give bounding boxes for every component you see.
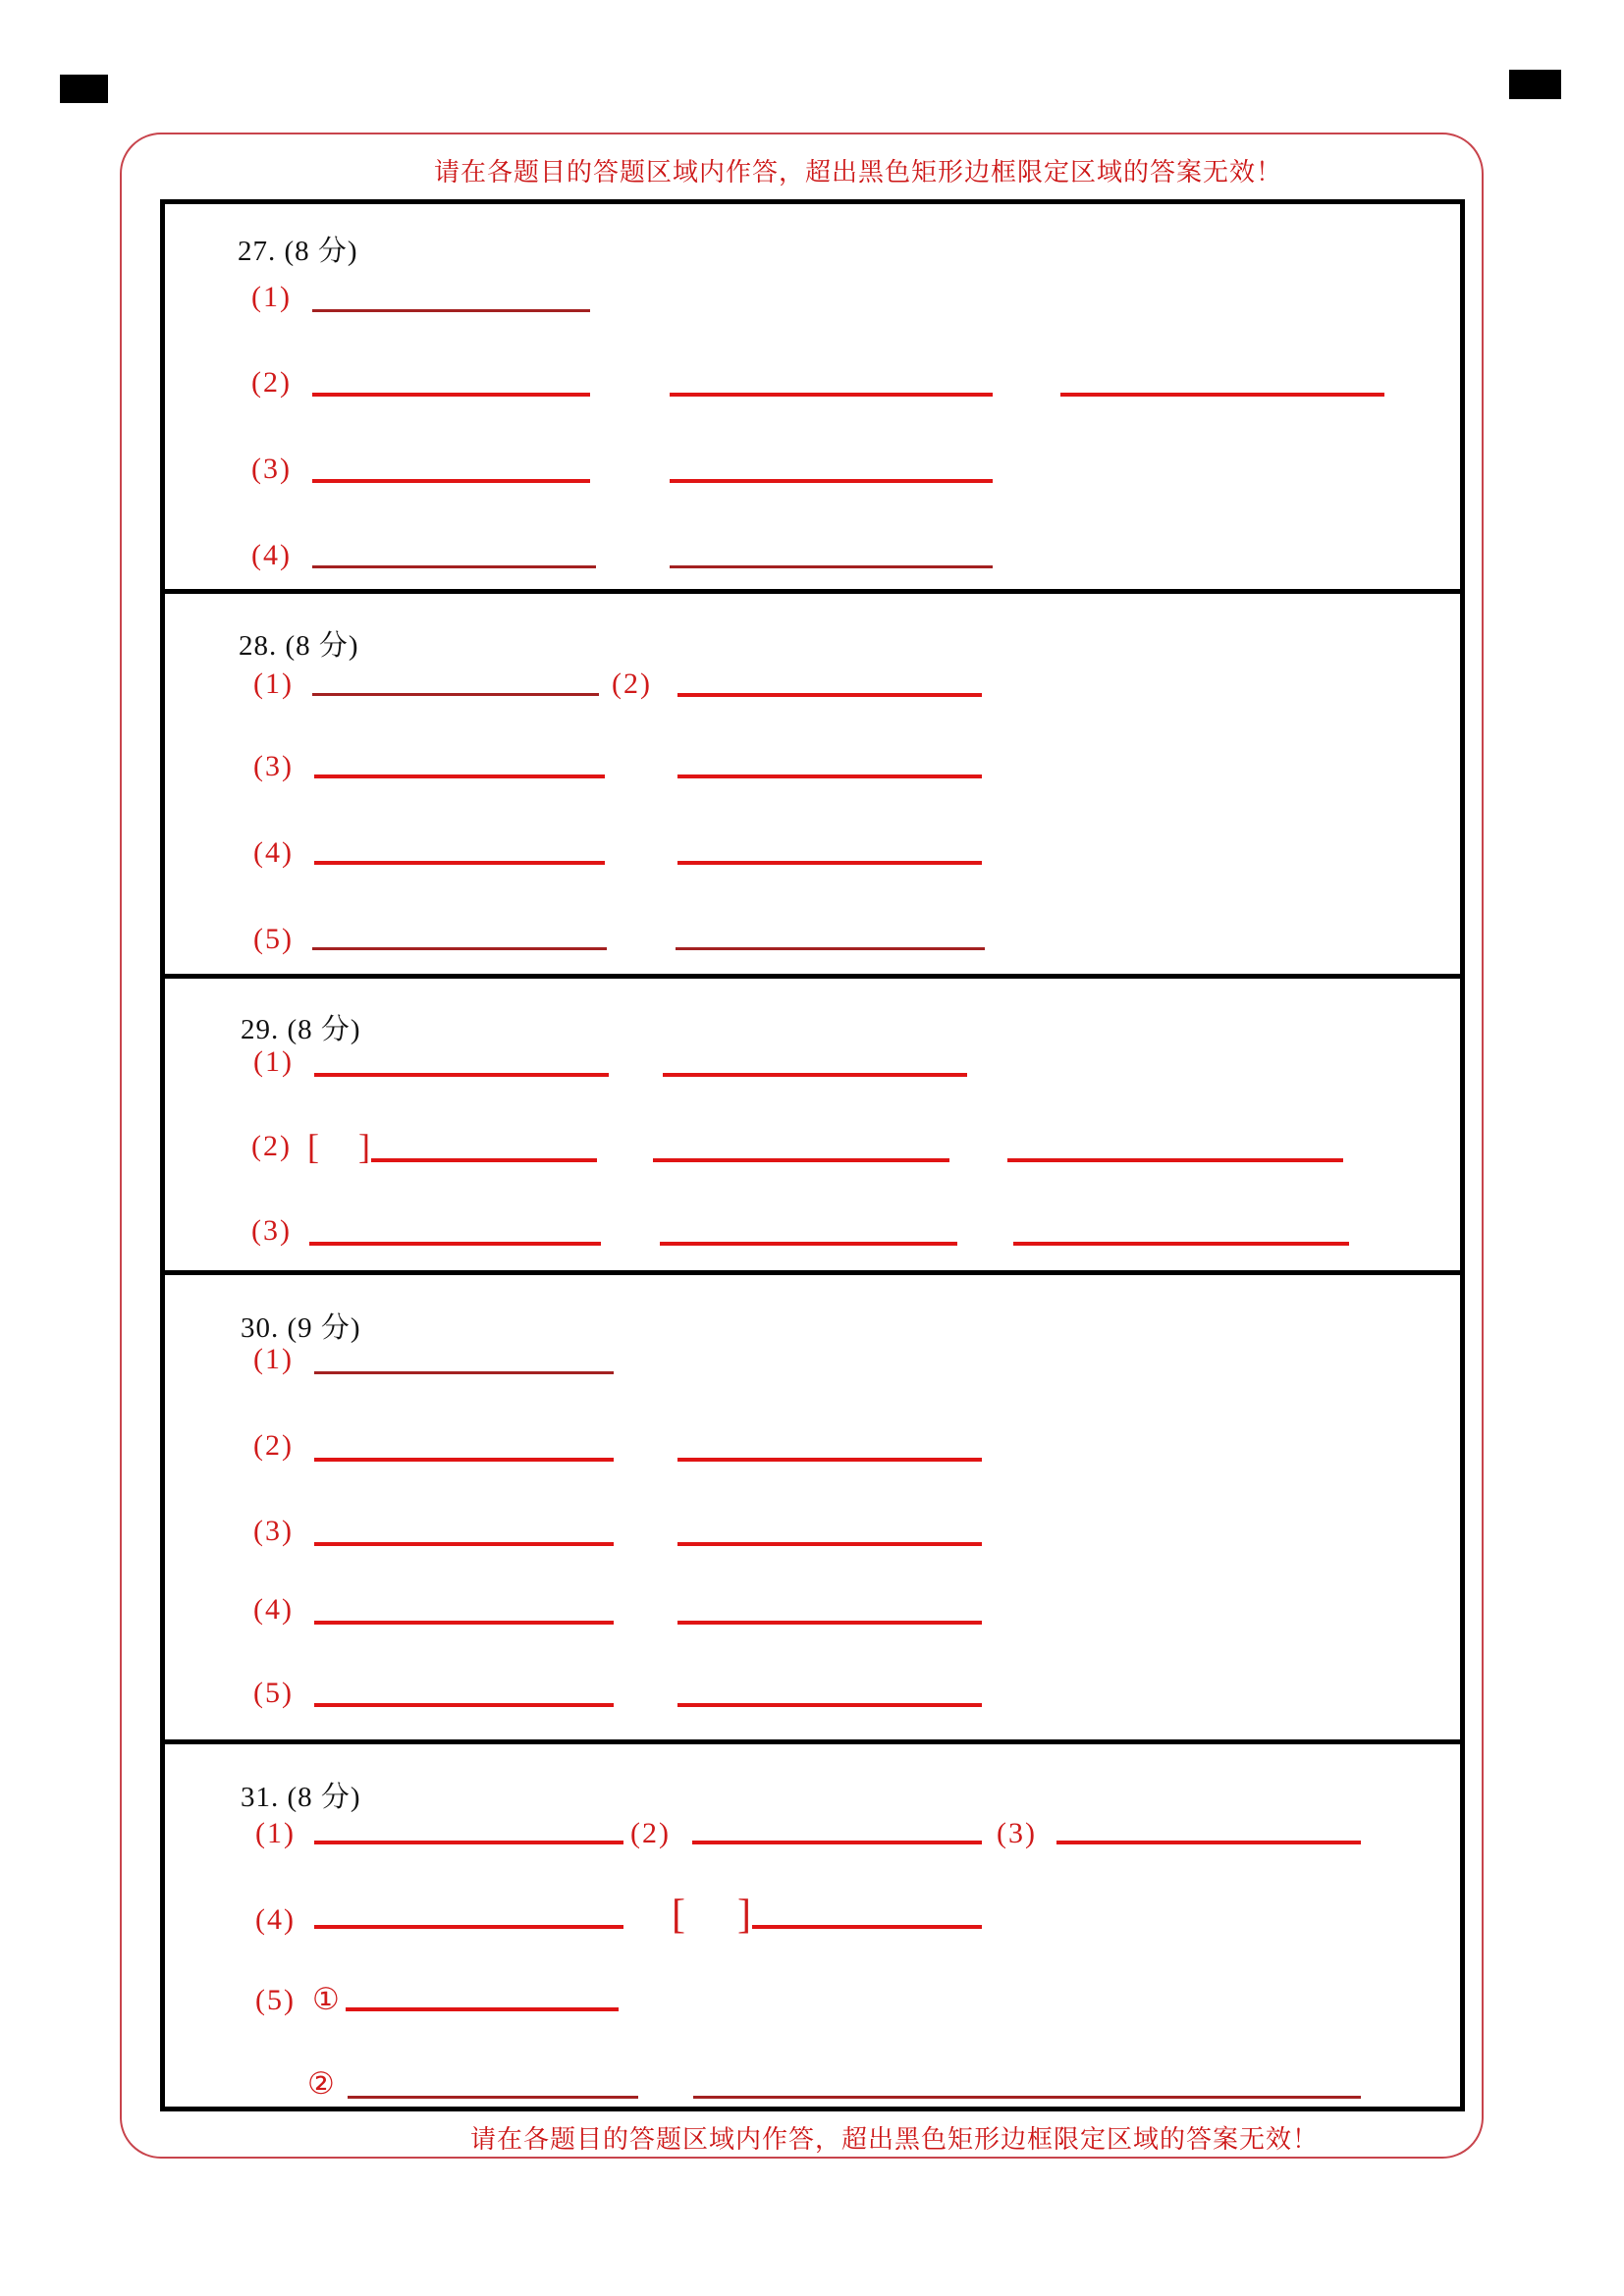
answer-blank-line bbox=[693, 2096, 1361, 2099]
answer-blank-line bbox=[677, 1542, 982, 1546]
answer-bracket-close: ] bbox=[358, 1127, 370, 1166]
question-29-header: 29. (8 分) bbox=[241, 1014, 361, 1045]
answer-blank-line bbox=[670, 565, 993, 568]
q27-label-4: (4) bbox=[251, 539, 292, 571]
answer-blank-line bbox=[312, 565, 596, 568]
answer-blank-line bbox=[653, 1158, 949, 1162]
answer-blank-line bbox=[309, 1242, 601, 1246]
answer-blank-line bbox=[1056, 1841, 1361, 1844]
q30-label-3: (3) bbox=[253, 1515, 294, 1547]
question-31-header: 31. (8 分) bbox=[241, 1782, 361, 1813]
answer-bracket-close: ] bbox=[737, 1893, 751, 1938]
section-divider-28-29 bbox=[160, 974, 1465, 979]
answer-blank-line bbox=[1060, 393, 1384, 397]
answer-blank-line bbox=[312, 393, 590, 397]
answer-blank-line bbox=[677, 693, 982, 697]
corner-mark-top-right bbox=[1509, 70, 1561, 99]
answer-blank-line bbox=[677, 1703, 982, 1707]
answer-blank-line bbox=[677, 861, 982, 865]
answer-blank-line bbox=[371, 1158, 597, 1162]
answer-blank-line bbox=[314, 1073, 609, 1077]
answer-bracket-open: [ bbox=[672, 1893, 685, 1938]
top-warning-notice: 请在各题目的答题区域内作答，超出黑色矩形边框限定区域的答案无效！ bbox=[434, 158, 1283, 187]
q28-label-5: (5) bbox=[253, 923, 294, 955]
answer-blank-line bbox=[312, 693, 599, 696]
answer-blank-line bbox=[314, 861, 605, 865]
q28-label-1: (1) bbox=[253, 667, 294, 700]
q27-label-3: (3) bbox=[251, 453, 292, 485]
q28-label-3: (3) bbox=[253, 750, 294, 782]
answer-blank-line bbox=[312, 479, 590, 483]
q30-label-2: (2) bbox=[253, 1429, 294, 1462]
answer-area-border bbox=[160, 199, 1465, 2111]
q31-label-5: (5) bbox=[255, 1984, 296, 2016]
q29-label-1: (1) bbox=[253, 1045, 294, 1078]
answer-blank-line bbox=[676, 947, 985, 950]
answer-blank-line bbox=[312, 947, 607, 950]
q31-label-1: (1) bbox=[255, 1817, 296, 1849]
corner-mark-top-left bbox=[60, 75, 108, 103]
answer-blank-line bbox=[314, 1621, 614, 1625]
answer-blank-line bbox=[348, 2096, 638, 2099]
answer-blank-line bbox=[677, 1458, 982, 1462]
q27-label-2: (2) bbox=[251, 366, 292, 399]
question-28-header: 28. (8 分) bbox=[239, 630, 359, 662]
q29-label-2: (2) bbox=[251, 1130, 292, 1162]
q30-label-5: (5) bbox=[253, 1677, 294, 1709]
answer-blank-line bbox=[660, 1242, 957, 1246]
answer-blank-line bbox=[314, 1458, 614, 1462]
q31-label-2: (2) bbox=[630, 1817, 671, 1849]
answer-blank-line bbox=[314, 774, 605, 778]
question-27-header: 27. (8 分) bbox=[238, 236, 358, 267]
answer-blank-line bbox=[312, 309, 590, 312]
q28-label-4: (4) bbox=[253, 836, 294, 869]
bottom-warning-notice: 请在各题目的答题区域内作答，超出黑色矩形边框限定区域的答案无效！ bbox=[470, 2125, 1320, 2154]
q28-label-2: (2) bbox=[612, 667, 652, 700]
section-divider-29-30 bbox=[160, 1270, 1465, 1275]
answer-blank-line bbox=[677, 1621, 982, 1625]
q29-label-3: (3) bbox=[251, 1214, 292, 1247]
answer-blank-line bbox=[314, 1841, 623, 1844]
answer-blank-line bbox=[692, 1841, 982, 1844]
answer-blank-line bbox=[1007, 1158, 1343, 1162]
q31-label-3: (3) bbox=[997, 1817, 1037, 1849]
answer-blank-line bbox=[1013, 1242, 1349, 1246]
q31-sub-label-2: ② bbox=[307, 2066, 335, 2102]
answer-blank-line bbox=[314, 1925, 623, 1929]
question-30-header: 30. (9 分) bbox=[241, 1312, 361, 1344]
q30-label-1: (1) bbox=[253, 1343, 294, 1375]
q31-label-4: (4) bbox=[255, 1903, 296, 1936]
answer-blank-line bbox=[670, 479, 993, 483]
section-divider-30-31 bbox=[160, 1739, 1465, 1744]
answer-blank-line bbox=[346, 2007, 619, 2011]
answer-bracket-open: [ bbox=[307, 1127, 319, 1166]
q30-label-4: (4) bbox=[253, 1593, 294, 1626]
answer-blank-line bbox=[314, 1542, 614, 1546]
q27-label-1: (1) bbox=[251, 281, 292, 313]
answer-blank-line bbox=[752, 1925, 982, 1929]
q31-sub-label-1: ① bbox=[312, 1982, 340, 2017]
answer-blank-line bbox=[670, 393, 993, 397]
answer-blank-line bbox=[314, 1371, 614, 1374]
answer-blank-line bbox=[314, 1703, 614, 1707]
answer-blank-line bbox=[677, 774, 982, 778]
answer-blank-line bbox=[663, 1073, 967, 1077]
section-divider-27-28 bbox=[160, 589, 1465, 594]
